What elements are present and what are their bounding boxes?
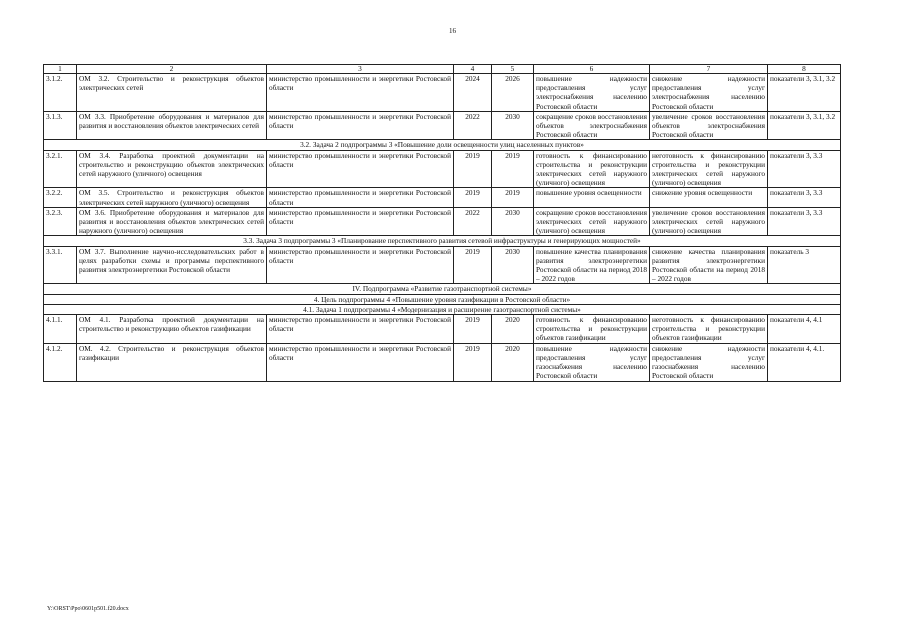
- measure-name-cell: ОМ 3.4. Разработка проектной документации на строительство и реконструкцию объектов электрических сетей наружного (уличного) освещения: [77, 150, 267, 188]
- measure-name-cell: ОМ 3.7. Выполнение научно-исследовательских работ в целях разработки схемы и программы перспективного развития электроэнергетики Ростовской области: [77, 246, 267, 284]
- header-cell: 3: [267, 65, 454, 74]
- non-implementation-consequence-cell: неготовность к финансированию строительства и реконструкции объектов газификации: [650, 315, 768, 344]
- end-year-cell: 2030: [492, 246, 534, 284]
- executor-cell: министерство промышленности и энергетики Ростовской области: [267, 343, 454, 381]
- non-implementation-consequence-cell: снижение качества планирования развития электроэнергетики Ростовской области на период 2018 – 2022 годов: [650, 246, 768, 284]
- row-number-cell: 3.1.3.: [44, 111, 77, 140]
- executor-cell: министерство промышленности и энергетики Ростовской области: [267, 315, 454, 344]
- linked-indicators-cell: показатели 4, 4.1: [768, 315, 841, 344]
- executor-cell: министерство промышленности и энергетики Ростовской области: [267, 188, 454, 207]
- end-year-cell: 2020: [492, 343, 534, 381]
- expected-result-cell: сокращение сроков восстановления объектов электроснабжения Ростовской области: [534, 111, 650, 140]
- linked-indicators-cell: показатели 3, 3.1, 3.2: [768, 111, 841, 140]
- section-heading: 4.1. Задача 1 подпрограммы 4 «Модернизация и расширение газотранспортной системы»: [44, 304, 841, 314]
- non-implementation-consequence-cell: снижение надежности предоставления услуг газоснабжения населению Ростовской области: [650, 343, 768, 381]
- non-implementation-consequence-cell: снижение уровня освещенности: [650, 188, 768, 207]
- start-year-cell: 2019: [454, 150, 492, 188]
- start-year-cell: 2024: [454, 74, 492, 112]
- section-heading: 3.3. Задача 3 подпрограммы 3 «Планирование перспективного развития сетевой инфраструктуры и генерирующих мощностей»: [44, 236, 841, 246]
- expected-result-cell: повышение уровня освещенности: [534, 188, 650, 207]
- header-cell: 6: [534, 65, 650, 74]
- end-year-cell: 2030: [492, 111, 534, 140]
- start-year-cell: 2022: [454, 111, 492, 140]
- measure-name-cell: ОМ 3.6. Приобретение оборудования и материалов для развития и восстановления объектов электрических сетей наружного (уличного) освещения: [77, 207, 267, 236]
- expected-result-cell: готовность к финансированию строительства и реконструкции объектов газификации: [534, 315, 650, 344]
- end-year-cell: 2020: [492, 315, 534, 344]
- section-heading-row: [44, 304, 841, 314]
- linked-indicators-cell: показатели 3, 3.3: [768, 188, 841, 207]
- measure-name-cell: ОМ 3.5. Строительство и реконструкция объектов электрических сетей наружного (уличного) освещения: [77, 188, 267, 207]
- table-row: [44, 207, 841, 236]
- header-cell: 2: [77, 65, 267, 74]
- header-cell: 8: [768, 65, 841, 74]
- linked-indicators-cell: показатели 3, 3.3: [768, 207, 841, 236]
- expected-result-cell: повышение надежности предоставления услуг электроснабжения населению Ростовской области: [534, 74, 650, 112]
- header-row: [44, 65, 841, 74]
- measures-table: [43, 64, 841, 382]
- section-heading: IV. Подпрограмма «Развитие газотранспортной системы»: [44, 284, 841, 294]
- table-row: [44, 188, 841, 207]
- end-year-cell: 2019: [492, 188, 534, 207]
- header-cell: 7: [650, 65, 768, 74]
- linked-indicators-cell: показатель 3: [768, 246, 841, 284]
- section-heading-row: [44, 236, 841, 246]
- measure-name-cell: ОМ 3.3. Приобретение оборудования и материалов для развития и восстановления объектов электрических сетей: [77, 111, 267, 140]
- start-year-cell: 2019: [454, 188, 492, 207]
- table-row: [44, 150, 841, 188]
- start-year-cell: 2019: [454, 343, 492, 381]
- expected-result-cell: сокращение сроков восстановления электрических сетей наружного (уличного) освещения: [534, 207, 650, 236]
- row-number-cell: 4.1.1.: [44, 315, 77, 344]
- measure-name-cell: ОМ 3.2. Строительство и реконструкция объектов электрических сетей: [77, 74, 267, 112]
- header-cell: 4: [454, 65, 492, 74]
- section-heading-row: [44, 294, 841, 304]
- table-row: [44, 343, 841, 381]
- section-heading-row: [44, 284, 841, 294]
- measure-name-cell: ОМ 4.1. Разработка проектной документации на строительство и реконструкцию объектов газификации: [77, 315, 267, 344]
- end-year-cell: 2026: [492, 74, 534, 112]
- expected-result-cell: повышение надежности предоставления услуг газоснабжения населению Ростовской области: [534, 343, 650, 381]
- measure-name-cell: ОМ. 4.2. Строительство и реконструкция объектов газификации: [77, 343, 267, 381]
- table-row: [44, 111, 841, 140]
- linked-indicators-cell: показатели 3, 3.1, 3.2: [768, 74, 841, 112]
- header-cell: 5: [492, 65, 534, 74]
- file-path-footer: Y:\ORST\Ppo\0601p501.f20.docx: [47, 606, 129, 612]
- expected-result-cell: готовность к финансированию строительства и реконструкции электрических сетей наружного (уличного) освещения: [534, 150, 650, 188]
- header-cell: 1: [44, 65, 77, 74]
- start-year-cell: 2019: [454, 315, 492, 344]
- end-year-cell: 2019: [492, 150, 534, 188]
- end-year-cell: 2030: [492, 207, 534, 236]
- start-year-cell: 2022: [454, 207, 492, 236]
- section-heading: 4. Цель подпрограммы 4 «Повышение уровня газификации в Ростовской области»: [44, 294, 841, 304]
- non-implementation-consequence-cell: снижение надежности предоставления услуг электроснабжения населению Ростовской области: [650, 74, 768, 112]
- expected-result-cell: повышение качества планирования развития электроэнергетики Ростовской области на период 2018 – 2022 годов: [534, 246, 650, 284]
- non-implementation-consequence-cell: увеличение сроков восстановления объектов электроснабжения Ростовской области: [650, 111, 768, 140]
- row-number-cell: 3.2.3.: [44, 207, 77, 236]
- non-implementation-consequence-cell: неготовность к финансированию строительства и реконструкции электрических сетей наружного (уличного) освещения: [650, 150, 768, 188]
- executor-cell: министерство промышленности и энергетики Ростовской области: [267, 246, 454, 284]
- non-implementation-consequence-cell: увеличение сроков восстановления электрических сетей наружного (уличного) освещения: [650, 207, 768, 236]
- executor-cell: министерство промышленности и энергетики Ростовской области: [267, 74, 454, 112]
- row-number-cell: 3.3.1.: [44, 246, 77, 284]
- row-number-cell: 3.2.1.: [44, 150, 77, 188]
- row-number-cell: 3.2.2.: [44, 188, 77, 207]
- row-number-cell: 3.1.2.: [44, 74, 77, 112]
- table-row: [44, 315, 841, 344]
- linked-indicators-cell: показатели 3, 3.3: [768, 150, 841, 188]
- section-heading-row: [44, 140, 841, 150]
- section-heading: 3.2. Задача 2 подпрограммы 3 «Повышение доли освещенности улиц населенных пунктов»: [44, 140, 841, 150]
- executor-cell: министерство промышленности и энергетики Ростовской области: [267, 111, 454, 140]
- start-year-cell: 2019: [454, 246, 492, 284]
- executor-cell: министерство промышленности и энергетики Ростовской области: [267, 207, 454, 236]
- table-row: [44, 74, 841, 112]
- executor-cell: министерство промышленности и энергетики Ростовской области: [267, 150, 454, 188]
- row-number-cell: 4.1.2.: [44, 343, 77, 381]
- page-number: 16: [449, 27, 456, 35]
- linked-indicators-cell: показатели 4, 4.1.: [768, 343, 841, 381]
- table-row: [44, 246, 841, 284]
